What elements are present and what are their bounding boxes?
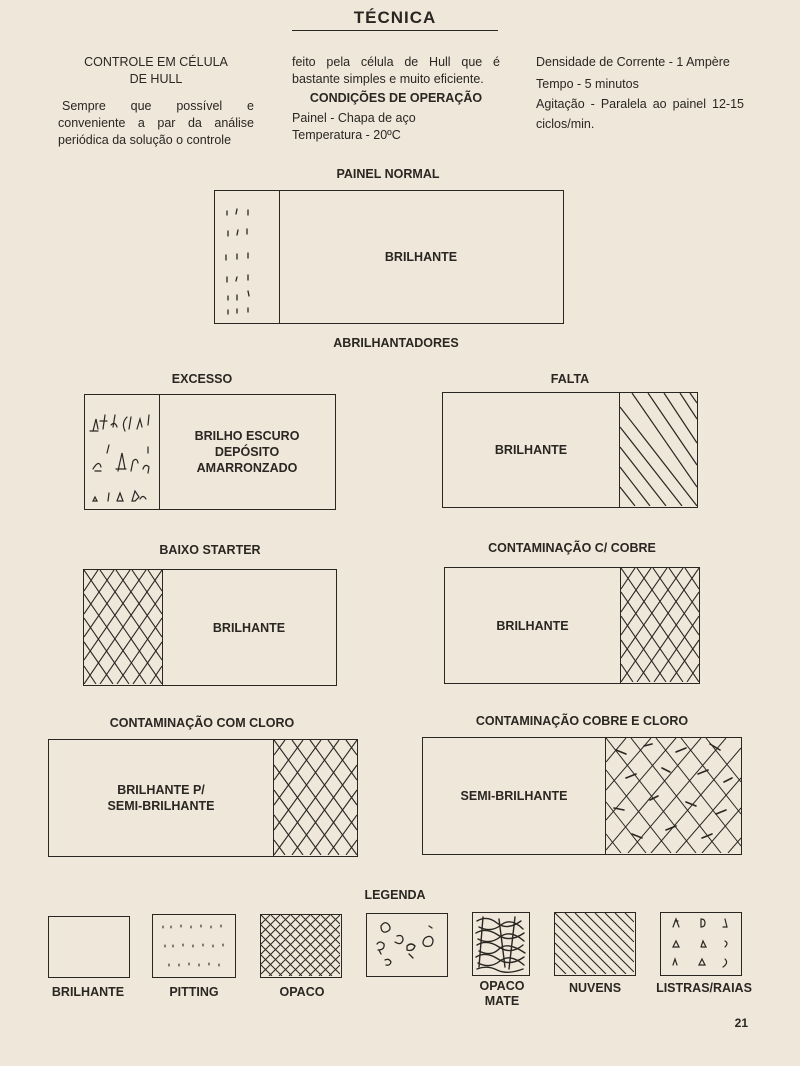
page-number: 21: [734, 1016, 748, 1030]
panel-excesso-text-line2: DEPÓSITO: [214, 445, 280, 459]
nuvens-pattern-icon: [555, 913, 634, 974]
legend-label-opaco: OPACO: [279, 985, 325, 999]
header-rule: [292, 30, 498, 31]
panel-cobre-text: BRILHANTE: [496, 618, 569, 633]
opaco-pattern-icon: [273, 740, 357, 856]
panel-cobre: [444, 567, 700, 684]
opaco-listras-pattern-icon: [605, 738, 741, 854]
legend-label-listras-raias: LISTRAS/RAIAS: [656, 981, 752, 995]
col1-title-line1: CONTROLE EM CÉLULA: [84, 55, 228, 69]
panel-baixo-starter: [83, 569, 337, 686]
col1-text: Sempre que possível e conveniente a par da análise periódica da solução o controle: [58, 99, 254, 147]
col2-text: feito pela célula de Hull que é bastante simples e muito eficiente.: [292, 55, 500, 86]
opaco-mate-pattern-icon: [367, 914, 446, 975]
panel-normal: [214, 190, 564, 324]
legend-title: LEGENDA: [364, 888, 426, 902]
panel-cobre-cloro: [422, 737, 742, 855]
legend-label-pitting: PITTING: [169, 985, 219, 999]
panel-baixo-starter-text: BRILHANTE: [212, 620, 286, 635]
panel-cobre-cloro-title: CONTAMINAÇÃO COBRE E CLORO: [475, 714, 689, 728]
nuvens-dense-pattern-icon: [473, 913, 528, 974]
panel-cloro-text-line1: BRILHANTE P/: [117, 783, 205, 797]
panel-normal-title: PAINEL NORMAL: [336, 167, 440, 181]
intro-column-2: [292, 54, 500, 144]
section-title-abrilhantadores: ABRILHANTADORES: [333, 336, 459, 350]
panel-excesso-text-line3: AMARRONZADO: [196, 461, 298, 475]
legend-label-opaco-mate: OPACO MATE: [479, 979, 525, 1008]
panel-cloro: [48, 739, 358, 857]
panel-normal-text: BRILHANTE: [384, 250, 458, 264]
legend-swatch-pitting: [152, 914, 236, 978]
panel-cobre-cloro-text: SEMI-BRILHANTE: [460, 789, 568, 803]
col1-title-line2: DE HULL: [129, 72, 183, 86]
opaco-pattern-icon: [620, 568, 699, 683]
legend-swatch-nuvens-dense: [472, 912, 530, 976]
col2-subtitle: CONDIÇÕES DE OPERAÇÃO: [309, 91, 483, 105]
nuvens-pattern-icon: [619, 393, 697, 507]
opaco-pattern-icon: [84, 570, 163, 685]
col3-line3: Agitação - Paralela ao painel 12-15 ciclos/min.: [536, 97, 744, 131]
legend-label-brilhante: BRILHANTE: [51, 985, 125, 999]
panel-excesso-text-line1: BRILHO ESCURO: [194, 429, 300, 443]
panel-falta: [442, 392, 698, 508]
pitting-pattern-icon: [153, 915, 234, 976]
col2-line1: Painel - Chapa de aço: [292, 111, 416, 125]
listras-raias-pattern-icon: [85, 395, 160, 509]
legend-swatch-brilhante: [48, 916, 130, 978]
panel-cloro-text-line2: SEMI-BRILHANTE: [107, 799, 215, 813]
legend-swatch-listras-raias: [660, 912, 742, 976]
legend-swatch-nuvens: [554, 912, 636, 976]
panel-falta-text: BRILHANTE: [494, 443, 568, 457]
panel-excesso-text: [159, 395, 335, 509]
page-header-title: TÉCNICA: [353, 8, 437, 27]
panel-baixo-starter-title: BAIXO STARTER: [159, 543, 261, 557]
panel-cloro-text: [49, 740, 273, 856]
legend-swatch-opaco-mate: [366, 913, 448, 977]
panel-cloro-title: CONTAMINAÇÃO COM CLORO: [109, 716, 295, 730]
col2-line2: Temperatura - 20ºC: [292, 128, 401, 142]
legend-swatch-opaco: [260, 914, 342, 978]
panel-falta-title: FALTA: [550, 372, 590, 386]
col3-line2: Tempo - 5 minutos: [536, 77, 639, 91]
col3-line1: Densidade de Corrente - 1 Ampère: [536, 55, 730, 69]
intro-column-1: [58, 54, 254, 149]
opaco-pattern-icon: [261, 915, 340, 976]
listras-raias-pattern-icon: [661, 913, 740, 974]
panel-excesso-title: EXCESSO: [171, 372, 233, 386]
panel-cobre-title: CONTAMINAÇÃO C/ COBRE: [488, 541, 656, 555]
legend-label-nuvens: NUVENS: [568, 981, 622, 995]
intro-column-3: [536, 52, 744, 134]
panel-excesso: [84, 394, 336, 510]
streaks-pattern-icon: [215, 191, 280, 323]
